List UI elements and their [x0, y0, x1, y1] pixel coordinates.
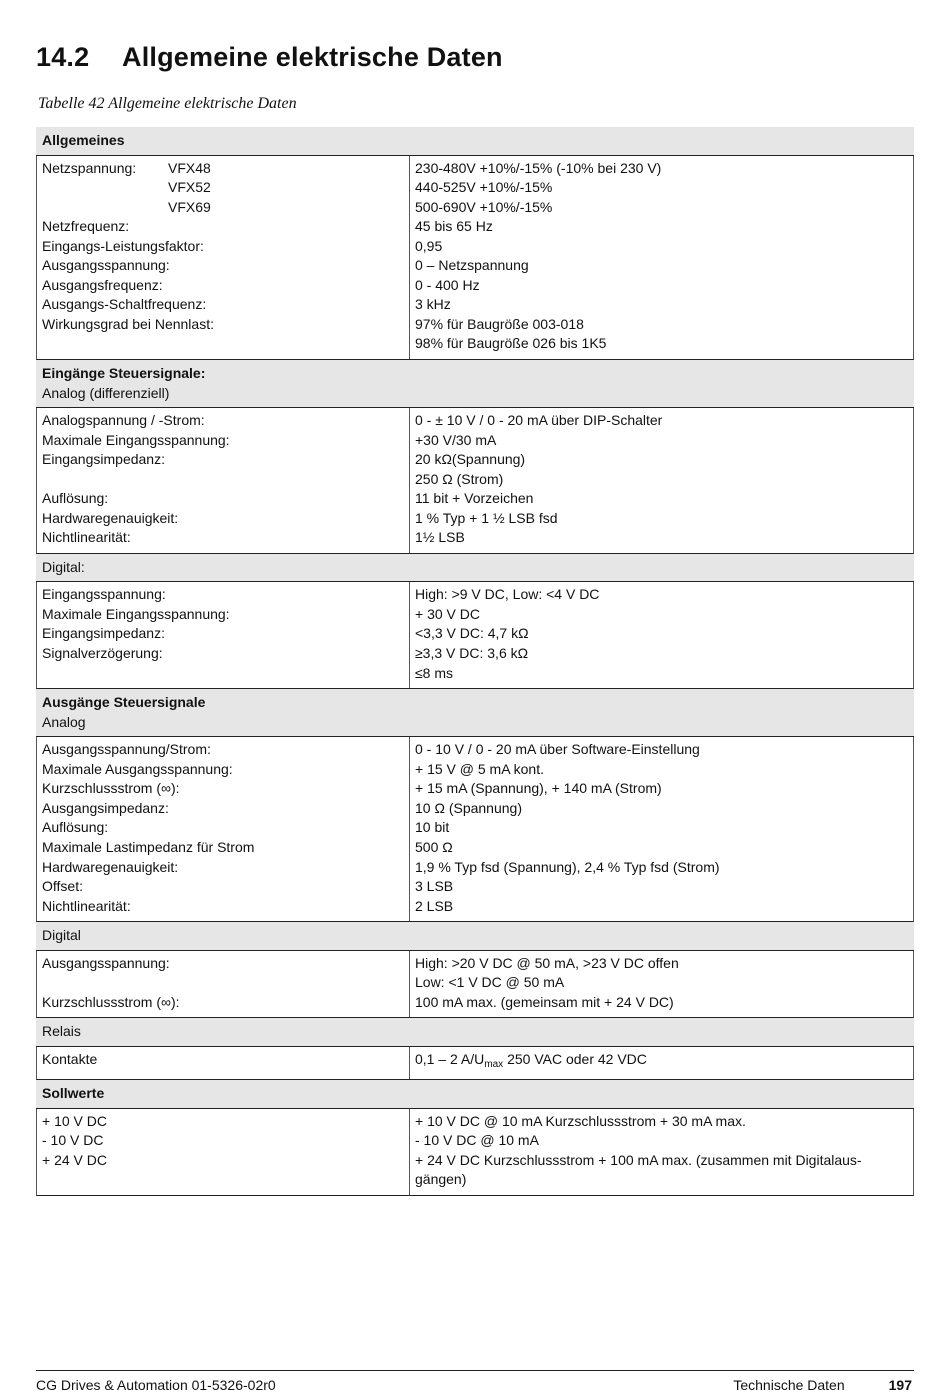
- param-value: 500-690V +10%/-15%: [415, 198, 553, 215]
- param-value: 98% für Baugröße 026 bis 1K5: [415, 335, 607, 352]
- param-value: + 15 V @ 5 mA kont.: [415, 760, 545, 777]
- param-cell: [37, 156, 410, 359]
- param-cell: [37, 951, 410, 1018]
- model-label: VFX48: [168, 159, 211, 176]
- param-value: 0,1 – 2 $A/U_{max}$ 250 VAC oder 42 VDC: [415, 1050, 647, 1070]
- table-row: [36, 408, 914, 554]
- param-label: [42, 973, 404, 993]
- table-caption: Tabelle 42 Allgemeine elektrische Daten: [38, 95, 297, 112]
- param-cell: [37, 737, 410, 921]
- param-value: 10 Ω (Spannung): [415, 799, 522, 816]
- param-value: 250 Ω (Strom): [415, 470, 504, 487]
- param-label: Maximale Ausgangsspannung:: [42, 760, 233, 777]
- param-value: ≥3,3 V DC: 3,6 kΩ: [415, 645, 529, 662]
- value-cell: [410, 737, 913, 921]
- section-header-sollwerte: Sollwerte: [36, 1080, 914, 1109]
- param-label: Netzfrequenz:: [42, 218, 130, 235]
- param-value: 20 kΩ(Spannung): [415, 451, 526, 468]
- param-value: 1,9 % Typ fsd (Spannung), 2,4 % Typ fsd (Strom): [415, 858, 720, 875]
- param-value: 440-525V +10%/-15%: [415, 179, 553, 196]
- param-label: Ausgangsfrequenz:: [42, 276, 163, 293]
- param-value: 2 LSB: [415, 897, 454, 914]
- value-cell: [410, 156, 913, 359]
- param-label: Nichtlinearität:: [42, 897, 131, 914]
- param-value: 0 - 10 V / 0 - 20 mA über Software-Einstellung: [415, 741, 700, 758]
- page-number: 197: [888, 1377, 912, 1393]
- param-value: High: >9 V DC, Low: <4 V DC: [415, 586, 600, 603]
- param-value: - 10 V DC @ 10 mA: [415, 1132, 539, 1149]
- table-row: [36, 156, 914, 360]
- footer-divider: [36, 1370, 914, 1371]
- param-value: ≤8 ms: [415, 664, 454, 681]
- param-label: Ausgangsimpedanz:: [42, 799, 169, 816]
- section-heading: [36, 42, 503, 73]
- param-label: Kurzschlussstrom (∞):: [42, 780, 180, 797]
- table-row: [36, 1109, 914, 1196]
- table-row: [36, 1047, 914, 1081]
- param-label: Wirkungsgrad bei Nennlast:: [42, 315, 214, 332]
- value-cell: [410, 1047, 913, 1080]
- param-value: 3 kHz: [415, 296, 451, 313]
- param-label: Hardwaregenauigkeit:: [42, 858, 179, 875]
- section-header-eingaenge: Eingänge Steuersignale: Analog (differenziell): [36, 360, 914, 408]
- param-label: + 24 V DC: [42, 1151, 107, 1168]
- value-cell: [410, 1109, 913, 1195]
- param-value: 11 bit + Vorzeichen: [415, 490, 534, 507]
- param-label: Eingangs-Leistungsfaktor:: [42, 237, 204, 254]
- param-label: Ausgangs-Schaltfrequenz:: [42, 296, 207, 313]
- param-label: Eingangsspannung:: [42, 586, 166, 603]
- param-label: Ausgangsspannung:: [42, 954, 170, 971]
- table-row: [36, 582, 914, 689]
- param-label: Netzspannung:: [42, 159, 137, 176]
- param-label: Hardwaregenauigkeit:: [42, 509, 179, 526]
- section-header-eingaenge-digital: Digital:: [36, 554, 914, 583]
- param-cell: [37, 582, 410, 688]
- param-value: 100 mA max. (gemeinsam mit + 24 V DC): [415, 993, 674, 1010]
- param-label: Maximale Eingangsspannung:: [42, 431, 230, 448]
- param-label: Ausgangsspannung/Strom:: [42, 741, 211, 758]
- param-label: Eingangsimpedanz:: [42, 451, 165, 468]
- param-cell: [37, 1047, 410, 1080]
- param-value: + 15 mA (Spannung), + 140 mA (Strom): [415, 780, 662, 797]
- param-value: +30 V/30 mA: [415, 431, 497, 448]
- param-value: 10 bit: [415, 819, 450, 836]
- param-cell: [37, 1109, 410, 1195]
- param-label: Maximale Eingangsspannung:: [42, 605, 230, 622]
- param-value: + 30 V DC: [415, 605, 480, 622]
- value-cell: [410, 582, 913, 688]
- param-label: [42, 470, 404, 490]
- footer-right: [733, 1377, 912, 1393]
- param-label: Nichtlinearität:: [42, 529, 131, 546]
- param-value: 0,95: [415, 237, 443, 254]
- param-label: Eingangsimpedanz:: [42, 625, 165, 642]
- section-header-ausgaenge: Ausgänge Steuersignale Analog: [36, 689, 914, 737]
- param-value: High: >20 V DC @ 50 mA, >23 V DC offen: [415, 954, 679, 971]
- param-value: 500 Ω: [415, 838, 453, 855]
- param-label: + 10 V DC: [42, 1112, 107, 1129]
- section-title: Allgemeine elektrische Daten: [122, 42, 503, 72]
- footer-chapter: Technische Daten: [733, 1377, 845, 1393]
- table-row: [36, 951, 914, 1019]
- subscript: max: [484, 1058, 504, 1070]
- param-label: Auflösung:: [42, 819, 109, 836]
- param-value: 1½ LSB: [415, 529, 465, 546]
- param-label: Offset:: [42, 878, 83, 895]
- param-cell: [37, 408, 410, 553]
- param-value: 0 - ± 10 V / 0 - 20 mA über DIP-Schalter: [415, 412, 663, 429]
- section-header-allgemeines: Allgemeines: [36, 127, 914, 156]
- param-value: + 10 V DC @ 10 mA Kurzschlussstrom + 30 mA max.: [415, 1112, 746, 1129]
- model-label: VFX69: [168, 198, 211, 215]
- param-value: 0 - 400 Hz: [415, 276, 480, 293]
- param-value: 0 – Netzspannung: [415, 257, 529, 274]
- section-header-relais: Relais: [36, 1018, 914, 1047]
- param-label: Auflösung:: [42, 490, 109, 507]
- param-value: <3,3 V DC: 4,7 kΩ: [415, 625, 529, 642]
- param-value: 45 bis 65 Hz: [415, 218, 493, 235]
- param-label: Maximale Lastimpedanz für Strom: [42, 838, 255, 855]
- section-header-ausgaenge-digital: Digital: [36, 922, 914, 951]
- spec-table: [36, 127, 914, 1196]
- footer-document-id: CG Drives & Automation 01-5326-02r0: [36, 1377, 276, 1393]
- param-value: 97% für Baugröße 003-018: [415, 315, 584, 332]
- value-cell: [410, 951, 913, 1018]
- table-row: [36, 737, 914, 922]
- param-label: Kontakte: [42, 1050, 98, 1067]
- value-cell: [410, 408, 913, 553]
- param-label: Signalverzögerung:: [42, 645, 163, 662]
- param-label: Kurzschlussstrom (∞):: [42, 993, 180, 1010]
- param-value: Low: <1 V DC @ 50 mA: [415, 974, 565, 991]
- param-value: 3 LSB: [415, 878, 454, 895]
- param-value: 1 % Typ + 1 ½ LSB fsd: [415, 509, 558, 526]
- param-label: Analogspannung / -Strom:: [42, 412, 205, 429]
- param-value: 230-480V +10%/-15% (-10% bei 230 V): [415, 159, 662, 176]
- section-number: 14.2: [36, 42, 90, 72]
- param-label: Ausgangsspannung:: [42, 257, 170, 274]
- param-value: + 24 V DC Kurzschlussstrom + 100 mA max. (zusammen mit Digitalaus-gängen): [415, 1151, 862, 1188]
- model-label: VFX52: [168, 179, 211, 196]
- param-label: - 10 V DC: [42, 1132, 104, 1149]
